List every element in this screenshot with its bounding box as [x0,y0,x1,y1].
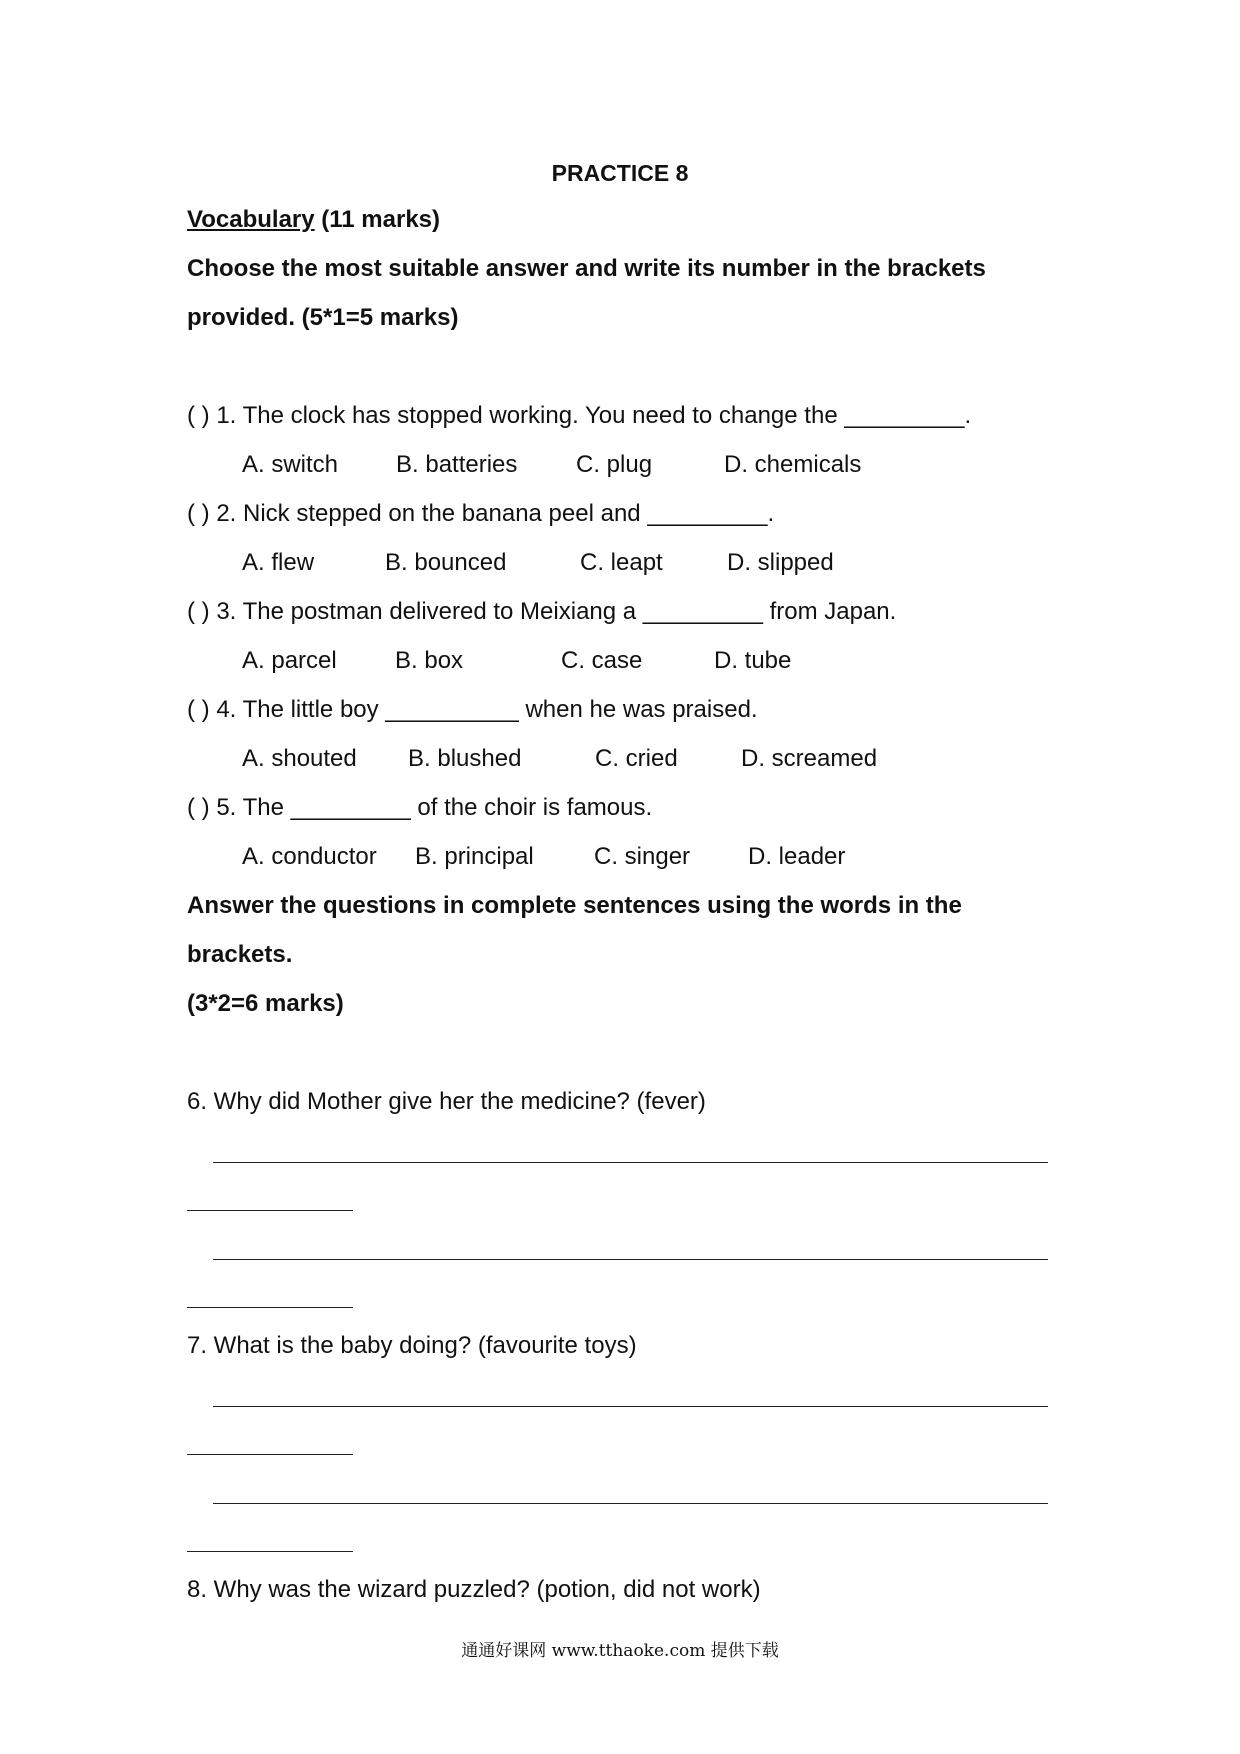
instruction-2-line-2: brackets. [187,941,293,968]
answer-line-7b-long [213,1503,1048,1504]
mcq-stem-1: ( ) 1. The clock has stopped working. You need to change the _________. [187,402,972,429]
mcq-2-option-a: A. flew [242,549,315,576]
mcq-1-option-d: D. chemicals [724,451,862,478]
mcq-4-option-a: A. shouted [242,745,357,772]
question-8: 8. Why was the wizard puzzled? (potion, did not work) [187,1576,761,1603]
mcq-2-option-b: B. bounced [385,549,507,576]
answer-line-6a-long [213,1162,1048,1163]
section-name: Vocabulary [187,206,315,233]
answer-line-7a-long [213,1406,1048,1407]
section-heading [187,206,440,234]
mcq-2-option-c: C. leapt [580,549,663,576]
mcq-3-option-c: C. case [561,647,643,674]
answer-line-7a-short [187,1454,353,1455]
answer-line-6a-short [187,1210,353,1211]
answer-line-6b-long [213,1259,1048,1260]
mcq-5-option-c: C. singer [594,843,691,870]
mcq-stem-5: ( ) 5. The _________ of the choir is famous. [187,794,653,821]
section-marks: (11 marks) [314,206,441,233]
instruction-2-line-3: (3*2=6 marks) [187,990,344,1017]
footer-watermark: 通通好课网 www.tthaoke.com 提供下载 [461,1641,779,1661]
answer-line-6b-short [187,1307,353,1308]
mcq-4-option-d: D. screamed [741,745,878,772]
mcq-5-option-b: B. principal [415,843,534,870]
mcq-4-option-b: B. blushed [408,745,522,772]
question-6: 6. Why did Mother give her the medicine? (fever) [187,1088,706,1115]
mcq-stem-2: ( ) 2. Nick stepped on the banana peel and _________. [187,500,775,527]
mcq-5-option-d: D. leader [748,843,846,870]
mcq-1-option-b: B. batteries [396,451,518,478]
mcq-2-option-d: D. slipped [727,549,834,576]
instruction-2-line-1: Answer the questions in complete sentences using the words in the [187,892,962,919]
mcq-5-option-a: A. conductor [242,843,377,870]
mcq-stem-4: ( ) 4. The little boy __________ when he was praised. [187,696,758,723]
question-7: 7. What is the baby doing? (favourite toys) [187,1332,637,1359]
mcq-3-option-d: D. tube [714,647,792,674]
mcq-4-option-c: C. cried [595,745,678,772]
answer-line-7b-short [187,1551,353,1552]
mcq-1-option-a: A. switch [242,451,339,478]
mcq-stem-3: ( ) 3. The postman delivered to Meixiang a _________ from Japan. [187,598,897,625]
mcq-1-option-c: C. plug [576,451,653,478]
page-title: PRACTICE 8 [551,160,689,186]
mcq-3-option-a: A. parcel [242,647,337,674]
instruction-1-line-1: Choose the most suitable answer and write its number in the brackets [187,255,986,282]
mcq-3-option-b: B. box [395,647,464,674]
instruction-1-line-2: provided. (5*1=5 marks) [187,304,459,331]
